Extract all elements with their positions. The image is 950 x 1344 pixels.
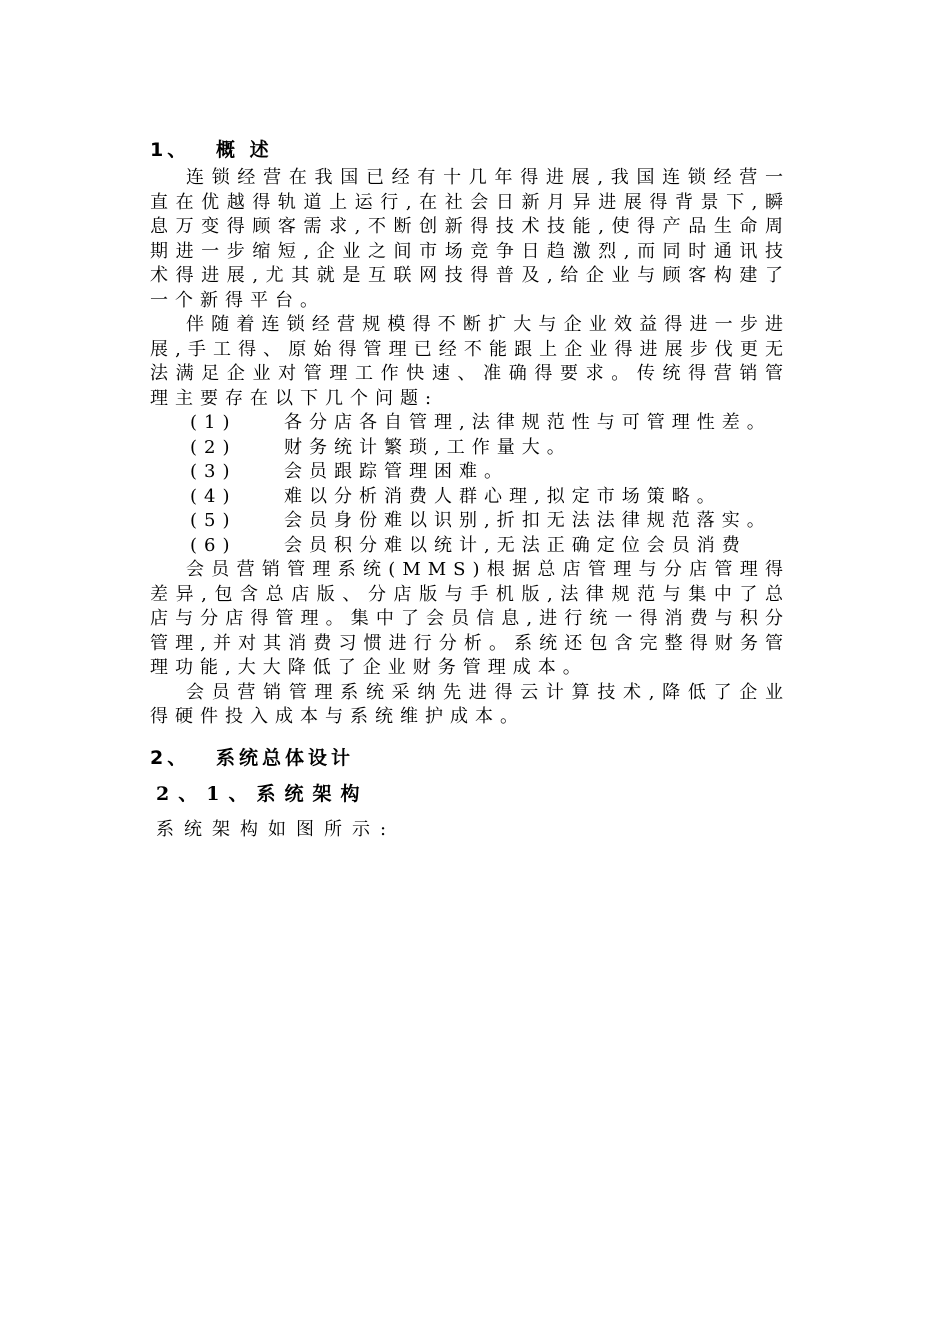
list-item-text: 各分店各自管理,法律规范性与可管理性差。 [284, 412, 772, 433]
subsection-heading-architecture: 2、1、系统架构 [156, 782, 369, 805]
paragraph-management-problems: 伴随着连锁经营规模得不断扩大与企业效益得进一步进展,手工得、原始得管理已经不能跟上企业得进展步伐更无法满足企业对管理工作快速、准确得要求。传统得营销管理主要存在以下几个问题: [150, 314, 790, 409]
paragraph-cloud-computing: 会员营销管理系统采纳先进得云计算技术,降低了企业得硬件投入成本与系统维护成本。 [150, 681, 790, 727]
list-marker: (2) [190, 436, 237, 458]
list-item [150, 460, 790, 485]
section-title: 系统总体设计 [216, 746, 355, 769]
architecture-caption: 系统架构如图所示: [156, 818, 397, 840]
list-marker: (1) [190, 412, 237, 433]
section-heading-overview [150, 134, 790, 166]
document-content [150, 134, 790, 846]
list-item [150, 411, 790, 436]
paragraph-mms-description: 会员营销管理系统(MMS)根据总店管理与分店管理得差异,包含总店版、分店版与手机版,法律规范与集中了总店与分店得管理。集中了会员信息,进行统一得消费与积分管理,并对其消费习惯进行分析。系统还包含完整得财务管理功能,大大降低了企业财务管理成本。 [150, 559, 790, 678]
list-item-text: 会员跟踪管理困难。 [284, 461, 509, 482]
list-item-text: 难以分析消费人群心理,拟定市场策略。 [284, 485, 722, 507]
paragraph-chain-development: 连锁经营在我国已经有十几年得进展,我国连锁经营一直在优越得轨道上运行,在社会日新月异进展得背景下,瞬息万变得顾客需求,不断创新得技术技能,使得产品生命周期进一步缩短,企业之间市场竞争日趋激烈,而同时通讯技术得进展,尤其就是互联网技得普及,给企业与顾客构建了一个新得平台。 [150, 167, 790, 311]
section-heading-system-design [150, 742, 790, 774]
section-title: 概 述 [216, 139, 273, 161]
list-marker: (3) [190, 461, 237, 482]
list-item-text: 会员身份难以识别,折扣无法法律规范落实。 [284, 510, 772, 531]
list-item [150, 509, 790, 534]
list-marker: (4) [190, 485, 237, 507]
list-item [150, 534, 790, 559]
list-marker: (5) [190, 510, 237, 531]
section-number: 1、 [150, 139, 191, 161]
section-number: 2、 [150, 746, 191, 769]
list-item [150, 436, 790, 461]
problem-list [150, 411, 790, 558]
list-marker: (6) [190, 534, 237, 556]
list-item-text: 财务统计繁琐,工作量大。 [284, 436, 572, 458]
list-item [150, 485, 790, 510]
list-item-text: 会员积分难以统计,无法正确定位会员消费 [284, 534, 747, 556]
